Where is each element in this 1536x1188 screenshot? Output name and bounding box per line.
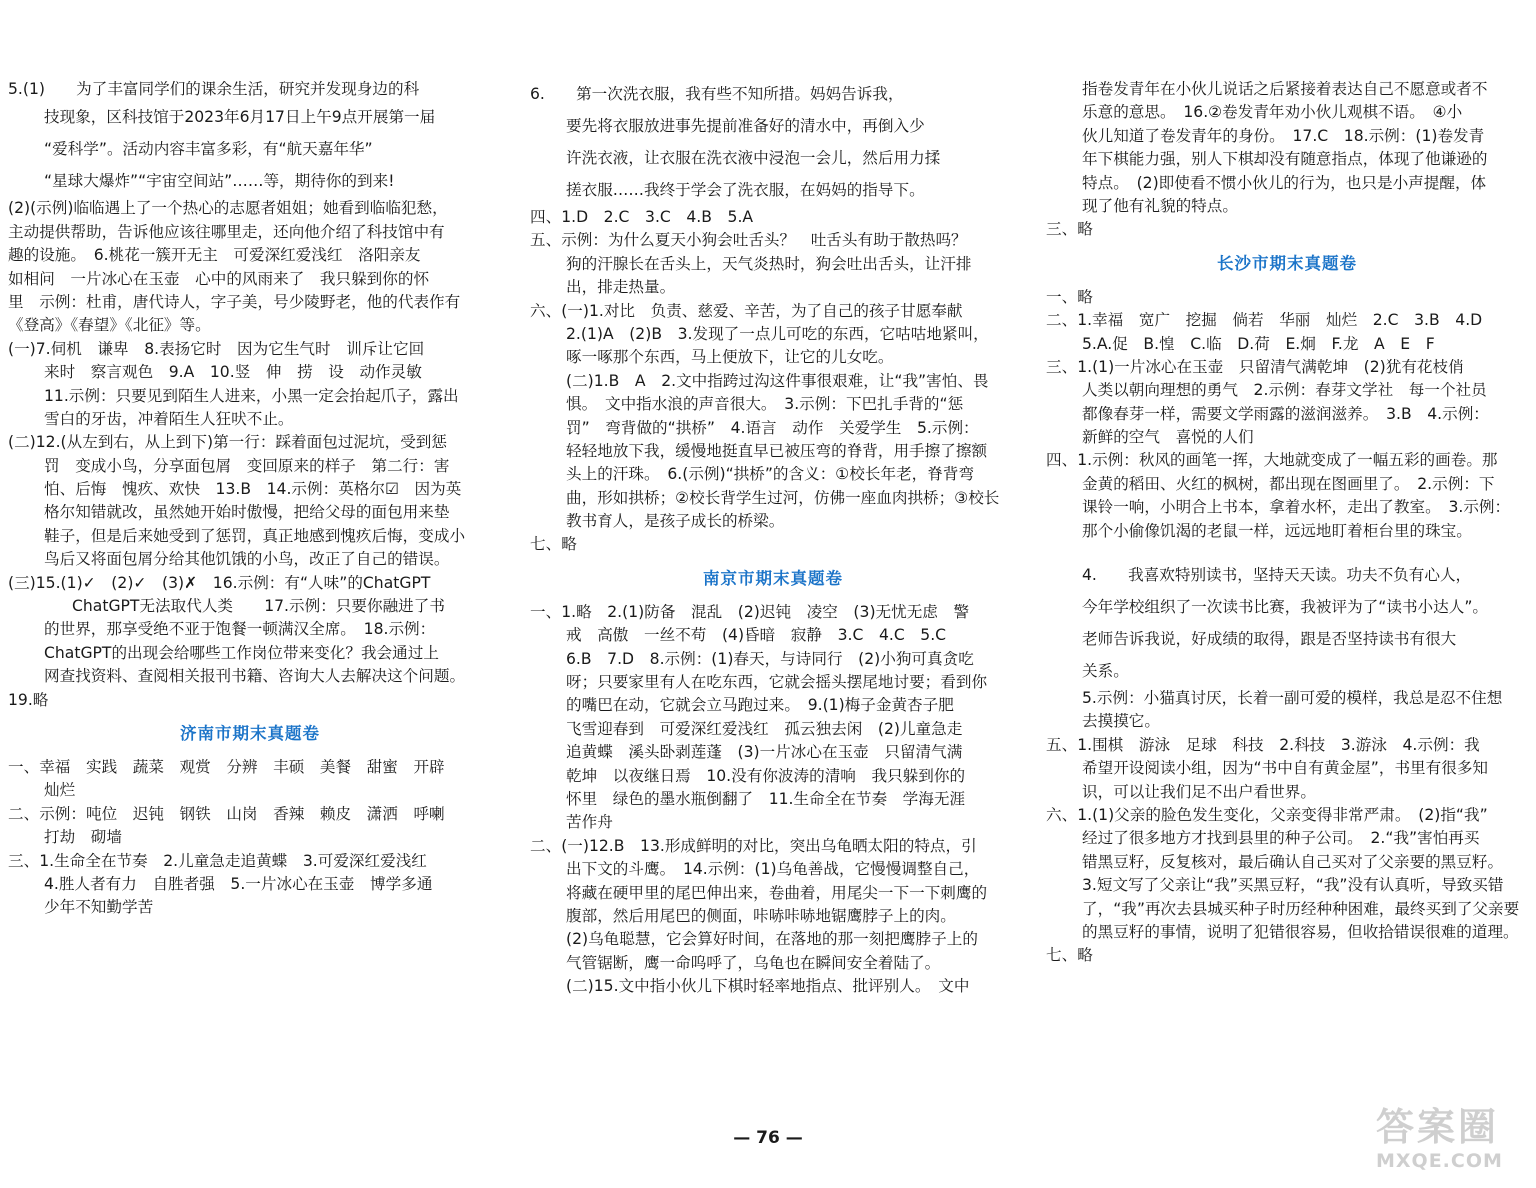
answer-line: 呀；只要家里有人在吃东西，它就会摇头摆尾地讨要；看到你: [566, 673, 988, 692]
answer-line: 三、略: [1046, 220, 1093, 239]
answer-line: 头上的汗珠。 6.(示例)“拱桥”的含义：①校长年老，脊背弯: [566, 465, 975, 484]
answer-line: (二)12.(从左到右，从上到下)第一行：踩着面包过泥坑，受到惩: [8, 433, 447, 452]
answer-line: 2.(1)A (2)B 3.发现了一点儿可吃的东西，它咕咕地紧叫，: [566, 324, 989, 343]
answer-line: (三)15.(1)✓ (2)✓ (3)✗ 16.示例：有“人味”的ChatGPT: [8, 573, 431, 592]
answer-column-middle: [530, 78, 1016, 999]
answer-line: 少年不知勤学苦: [44, 898, 154, 917]
answer-line: 关系。: [1082, 662, 1129, 681]
answer-line: 乾坤 以夜继日焉 10.没有你波涛的清响 我只躲到你的: [566, 766, 966, 785]
answer-line: 去摸摸它。: [1082, 712, 1160, 731]
answer-line: (一)7.伺机 谦卑 8.表扬它时 因为它生气时 训斥让它回: [8, 339, 425, 358]
answer-line: 打劫 砌墙: [44, 828, 122, 847]
answer-line: 一、1.略 2.(1)防备 混乱 (2)迟钝 凌空 (3)无忧无虑 警: [530, 602, 970, 621]
answer-line: 三、1.(1)一片冰心在玉壶 只留清气满乾坤 (2)犹有花枝俏: [1046, 357, 1464, 376]
answer-line: 年下棋能力强，别人下棋却没有随意指点，体现了他谦逊的: [1082, 150, 1488, 169]
answer-line: 出下文的斗鹰。 14.示例：(1)乌龟善战，它慢慢调整自己，: [566, 860, 980, 879]
answer-line: 戒 高傲 一丝不苟 (4)昏暗 寂静 3.C 4.C 5.C: [566, 626, 947, 645]
answer-line: 七、略: [1046, 946, 1093, 965]
section-heading: 长沙市期末真题卷: [1217, 253, 1357, 273]
page-number: — 76 —: [733, 1128, 803, 1148]
answer-line: 网查找资料、查阅相关报刊书籍、咨询大人去解决这个问题。: [44, 667, 466, 686]
answer-line: [1046, 543, 1528, 559]
answer-line: 伙儿知道了卷发青年的身份。 17.C 18.示例：(1)卷发青: [1082, 126, 1485, 145]
answer-line: 二、示例：吨位 迟钝 钢铁 山岗 香辣 赖皮 潇洒 呼喇: [8, 804, 445, 823]
answer-line: 6.B 7.D 8.示例：(1)春天，与诗同行 (2)小狗可真贪吃: [566, 649, 974, 668]
answer-line: 二、1.幸福 宽广 挖掘 倘若 华丽 灿烂 2.C 3.B 4.D: [1046, 311, 1483, 330]
answer-line: 金黄的稻田、火红的枫树，都出现在图画里了。 2.示例：下: [1082, 474, 1495, 493]
watermark-url: MXQE.COM: [1376, 1150, 1503, 1172]
answer-line: 19.略: [8, 690, 49, 709]
answer-line: 识，可以让我们足不出户看世界。: [1082, 782, 1316, 801]
answer-line: 现了他有礼貌的特点。: [1082, 196, 1238, 215]
answer-line: 飞雪迎春到 可爱深红爱浅红 孤云独去闲 (2)儿童急走: [566, 719, 963, 738]
answer-line: 希望开设阅读小组，因为“书中自有黄金屋”，书里有很多知: [1082, 759, 1489, 778]
answer-line: 的世界，那享受绝不亚于饱餐一顿满汉全席。 18.示例：: [44, 620, 436, 639]
answer-line: 了，“我”再次去县城买种子时历经种种困难，最终买到了父亲要: [1082, 899, 1520, 918]
answer-line: 5.A.促 B.惶 C.临 D.荷 E.炯 F.龙 A E F: [1082, 334, 1435, 353]
answer-line: 4.胜人者有力 自胜者强 5.一片冰心在玉壶 博学多通: [44, 874, 433, 893]
answer-line: 罚” 弯背做的“拱桥” 4.语言 动作 关爱学生 5.示例：: [566, 418, 979, 437]
answer-line: 11.示例：只要见到陌生人进来，小黑一定会抬起爪子，露出: [44, 386, 459, 405]
answer-line: 老师告诉我说，好成绩的取得，跟是否坚持读书有很大: [1082, 630, 1457, 649]
answer-line: 怕、后悔 愧疚、欢快 13.B 14.示例：英格尔☑ 因为英: [44, 480, 462, 499]
answer-line: 要先将衣服放进事先提前准备好的清水中，再倒入少: [566, 117, 925, 135]
answer-line: 乐意的意思。 16.②卷发青年劝小伙儿观棋不语。 ④小: [1082, 103, 1463, 122]
answer-line: 腹部，然后用尾巴的侧面，咔哧咔哧地锯鹰脖子上的肉。: [566, 906, 956, 925]
answer-line: 将藏在硬甲里的尾巴伸出来，卷曲着，用尾尖一下一下刺鹰的: [566, 883, 988, 902]
answer-line: 技现象，区科技馆于2023年6月17日上午9点开展第一届: [44, 108, 436, 127]
answer-line: 搓衣服……我终于学会了洗衣服，在妈妈的指导下。: [566, 181, 925, 199]
answer-line: 三、1.生命全在节奏 2.儿童急走追黄蝶 3.可爱深红爱浅红: [8, 851, 427, 870]
answer-line: 苦作舟: [566, 813, 613, 832]
answer-line: ChatGPT的出现会给哪些工作岗位带来变化？我会通过上: [44, 643, 439, 662]
answer-line: “星球大爆炸”“宇宙空间站”……等，期待你的到来!: [44, 172, 395, 191]
answer-line: 课铃一响，小明合上书本，拿着水杯，走出了教室。 3.示例：: [1082, 498, 1511, 517]
answer-line: 许洗衣液，让衣服在洗衣液中浸泡一会儿，然后用力揉: [566, 149, 941, 167]
answer-line: 4. 我喜欢特别读书，坚持天天读。功夫不负有心人，: [1082, 566, 1472, 585]
answer-line: 来时 察言观色 9.A 10.竖 伸 捞 设 动作灵敏: [44, 363, 422, 382]
answer-line: 如相问 一片冰心在玉壶 心中的风雨来了 我只躲到你的怀: [8, 269, 430, 288]
answer-line: 错黑豆籽，反复核对，最后确认自己买对了父亲要的黑豆籽。: [1082, 852, 1504, 871]
answer-line: 二、(一)12.B 13.形成鲜明的对比，突出乌龟晒太阳的特点，引: [530, 836, 977, 855]
answer-line: 趣的设施。 6.桃花一簇开无主 可爱深红爱浅红 洛阳亲友: [8, 246, 421, 265]
answer-line: 5.(1) 为了丰富同学们的课余生活，研究并发现身边的科: [8, 80, 420, 98]
answer-line: 的嘴巴在动，它就会立马跑过来。 9.(1)梅子金黄杏子肥: [566, 696, 954, 715]
answer-line: 的黑豆籽的事情，说明了犯错很容易，但收拾错误很难的道理。: [1082, 922, 1519, 941]
answer-line: 人类以朝向理想的勇气 2.示例：春芽文学社 每一个社员: [1082, 381, 1487, 400]
answer-line: 六、1.(1)父亲的脸色发生变化，父亲变得非常严肃。 (2)指“我”: [1046, 805, 1488, 824]
answer-line: 轻轻地放下我，缓慢地挺直早已被压弯的脊背，用手擦了擦额: [566, 441, 988, 460]
answer-column-right: [1046, 78, 1528, 968]
answer-line: 气管锯断，鹰一命呜呼了，乌龟也在瞬间安全着陆了。: [566, 953, 941, 972]
answer-line: 四、1.D 2.C 3.C 4.B 5.A: [530, 208, 754, 226]
answer-line: (2)乌龟聪慧，它会算好时间，在落地的那一刻把鹰脖子上的: [566, 930, 978, 949]
answer-line: 新鲜的空气 喜悦的人们: [1082, 428, 1254, 447]
answer-line: 鸟后又将面包屑分给其他饥饿的小鸟，改正了自己的错误。: [44, 550, 450, 569]
answer-line: 灿烂: [44, 781, 76, 800]
answer-line: (2)(示例)临临遇上了一个热心的志愿者姐姐；她看到临临犯愁，: [8, 199, 448, 218]
section-heading: 南京市期末真题卷: [703, 568, 843, 588]
answer-line: 一、略: [1046, 287, 1093, 306]
answer-line: 特点。 (2)即使看不惯小伙儿的行为，也只是小声提醒，体: [1082, 173, 1487, 192]
answer-line: 追黄蝶 溪头卧剥莲蓬 (3)一片冰心在玉壶 只留清气满: [566, 743, 963, 762]
answer-line: 狗的汗腺长在舌头上，天气炎热时，狗会吐出舌头，让汗排: [566, 254, 972, 273]
answer-line: 6. 第一次洗衣服，我有些不知所措。妈妈告诉我，: [530, 85, 904, 103]
answer-line: 格尔知错就改，虽然她开始时傲慢，把给父母的面包用来垫: [44, 503, 450, 522]
answer-column-left: [8, 78, 492, 920]
answer-line: “爱科学”。活动内容丰富多彩，有“航天嘉年华”: [44, 140, 373, 159]
answer-line: 5.示例：小猫真讨厌，长着一副可爱的模样，我总是忍不住想: [1082, 689, 1503, 708]
answer-line: 《登高》《春望》《北征》等。: [8, 316, 211, 335]
section-heading: 济南市期末真题卷: [180, 723, 320, 743]
answer-line: 3.短文写了父亲让“我”买黑豆籽，“我”没有认真听，导致买错: [1082, 876, 1504, 895]
answer-line: 都像春芽一样，需要文学雨露的滋润滋养。 3.B 4.示例：: [1082, 404, 1489, 423]
watermark-logo: [1376, 1104, 1528, 1182]
answer-line: 五、示例：为什么夏天小狗会吐舌头？ 吐舌头有助于散热吗？: [530, 231, 967, 250]
answer-line: 雪白的牙齿，冲着陌生人狂吠不止。: [44, 409, 294, 428]
answer-line: (二)1.B A 2.文中指跨过沟这件事很艰难，让“我”害怕、畏: [566, 371, 989, 390]
answer-line: 主动提供帮助，告诉他应该往哪里走，还向他介绍了科技馆中有: [8, 222, 445, 241]
answer-line: 今年学校组织了一次读书比赛，我被评为了“读书小达人”。: [1082, 598, 1489, 617]
answer-line: 教书育人，是孩子成长的桥梁。: [566, 512, 785, 531]
answer-line: 里 示例：杜甫，唐代诗人，字子美，号少陵野老，他的代表作有: [8, 292, 461, 311]
answer-line: 怀里 绿色的墨水瓶倒翻了 11.生命全在节奏 学海无涯: [566, 789, 966, 808]
answer-line: 七、略: [530, 535, 577, 554]
answer-line: 曲，形如拱桥；②校长背学生过河，仿佛一座血肉拱桥；③校长: [566, 488, 1000, 507]
answer-line: 出，排走热量。: [566, 278, 676, 297]
watermark-text: 答案圈: [1376, 1105, 1500, 1149]
answer-line: ChatGPT无法取代人类 17.示例：只要你融进了书: [72, 597, 445, 616]
answer-line: (二)15.文中指小伙儿下棋时轻率地指点、批评别人。 文中: [566, 977, 970, 996]
answer-line: 罚 变成小鸟，分享面包屑 变回原来的样子 第二行：害: [44, 456, 450, 475]
answer-line: 五、1.围棋 游泳 足球 科技 2.科技 3.游泳 4.示例：我: [1046, 735, 1480, 754]
answer-line: 指卷发青年在小伙儿说话之后紧接着表达自己不愿意或者不: [1082, 80, 1488, 98]
answer-line: 经过了很多地方才找到县里的种子公司。 2.“我”害怕再买: [1082, 829, 1480, 848]
answer-line: 惧。 文中指水浪的声音很大。 3.示例：下巴扎手背的“惩: [566, 395, 964, 414]
answer-line: 四、1.示例：秋风的画笔一挥，大地就变成了一幅五彩的画卷。那: [1046, 451, 1498, 470]
answer-line: 啄一啄那个东西，马上便放下，让它的儿女吃。: [566, 348, 894, 367]
answer-line: 那个小偷像饥渴的老鼠一样，远远地盯着柜台里的珠宝。: [1082, 521, 1472, 540]
answer-line: 一、幸福 实践 蔬菜 观赏 分辨 丰硕 美餐 甜蜜 开辟: [8, 757, 445, 776]
answer-line: 鞋子，但是后来她受到了惩罚，真正地感到愧疚后悔，变成小: [44, 526, 466, 545]
answer-line: 六、(一)1.对比 负责、慈爱、辛苦，为了自己的孩子甘愿奉献: [530, 301, 963, 320]
